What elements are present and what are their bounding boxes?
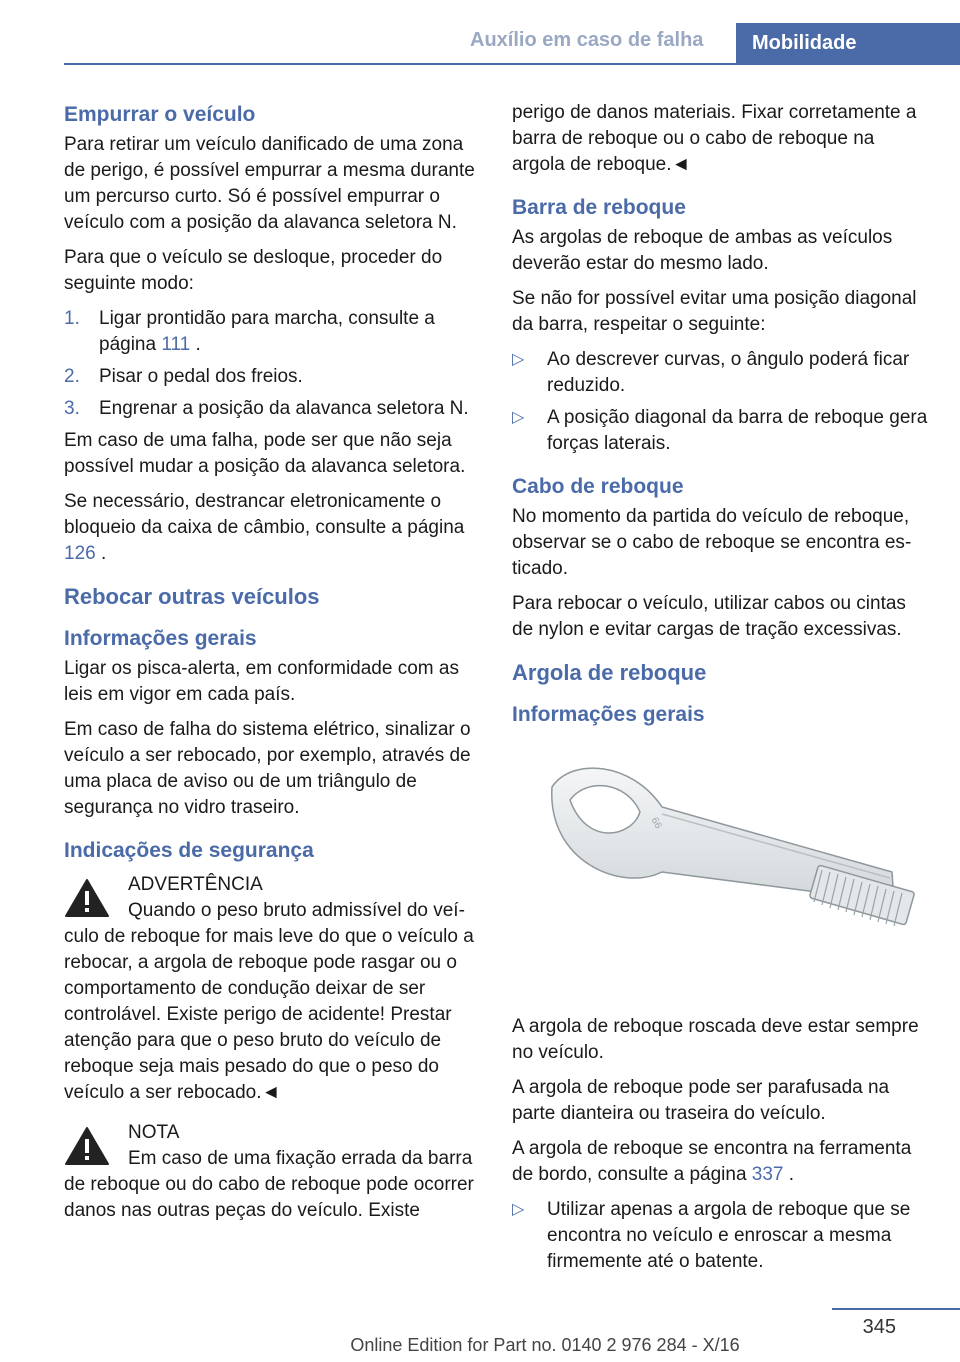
- paragraph-text: Se necessário, destrancar eletronicamente o bloqueio da caixa de câmbio, consulte a página: [64, 491, 465, 538]
- header-rule: [64, 63, 960, 65]
- warning-block: [64, 872, 480, 1106]
- heading-push-vehicle: Empurrar o veículo: [64, 103, 256, 126]
- step-number: 3.: [64, 398, 80, 419]
- step-text: Engrenar a posição da alavanca seletora N.: [99, 398, 469, 419]
- footer-rule: [832, 1308, 960, 1310]
- edition-text: Online Edition for Part no. 0140 2 976 284 - X/16: [350, 1335, 740, 1355]
- paragraph: A argola de reboque pode ser parafusada na parte dianteira ou traseira do veículo.: [512, 1077, 890, 1124]
- page-header: [64, 23, 960, 63]
- list-item: [64, 306, 480, 358]
- illustration-mark: 66: [648, 815, 664, 831]
- list-item: [64, 364, 480, 390]
- paragraph: [512, 1136, 928, 1188]
- eye-list: [512, 1197, 928, 1275]
- page-footer: [0, 1302, 960, 1362]
- note-block: [64, 1120, 480, 1224]
- warning-triangle-icon: [64, 1126, 110, 1166]
- bullet-triangle-icon: ▷: [512, 1201, 525, 1218]
- paragraph: [64, 489, 480, 567]
- paragraph: No momento da partida do veículo de reboque, observar se o cabo de reboque se encontra esticado.: [512, 506, 912, 579]
- paragraph-tail: .: [783, 1164, 795, 1185]
- paragraph: perigo de danos materiais. Fixar corretamente a barra de reboque ou o cabo de reboque na argola de reboque.◄: [512, 102, 917, 175]
- paragraph-text: A argola de reboque se encontra na ferramenta de bordo, consulte a página: [512, 1138, 912, 1185]
- paragraph: As argolas de reboque de ambas as veículos deverão estar do mesmo lado.: [512, 227, 893, 274]
- heading-tow-cable: Cabo de reboque: [512, 475, 684, 498]
- heading-safety-notes: Indicações de segurança: [64, 839, 314, 862]
- page-link[interactable]: 111: [161, 334, 191, 355]
- heading-tow-bar: Barra de reboque: [512, 196, 686, 219]
- list-item: [512, 405, 928, 457]
- paragraph: Para que o veículo se desloque, proceder do seguinte modo:: [64, 247, 443, 294]
- paragraph: A argola de reboque roscada deve estar sempre no veículo.: [512, 1016, 919, 1063]
- bullet-triangle-icon: ▷: [512, 409, 525, 426]
- paragraph: Em caso de falha do sistema elétrico, sinalizar o veículo a ser rebocado, por exemplo, através de uma placa de aviso ou de um triângulo de segurança no vidro traseiro.: [64, 719, 471, 818]
- steps-list: [64, 306, 480, 422]
- paragraph: Ligar os pisca-alerta, em conformidade com as leis em vigor em cada país.: [64, 658, 459, 705]
- list-item: [64, 396, 480, 422]
- step-number: 1.: [64, 308, 80, 329]
- paragraph: Para rebocar o veículo, utilizar cabos ou cintas de nylon e evitar cargas de tração excessivas.: [512, 593, 906, 640]
- step-text: Pisar o pedal dos freios.: [99, 366, 303, 387]
- page-link[interactable]: 126: [64, 543, 96, 564]
- header-chapter-tab: Mobilidade: [736, 23, 960, 63]
- note-text: Em caso de uma fixação errada da barra de reboque ou do cabo de reboque pode ocorrer danos nas outras peças do veículo. Existe: [64, 1148, 474, 1221]
- heading-tow-eye: Argola de reboque: [512, 660, 707, 685]
- page-link[interactable]: 337: [751, 1164, 784, 1185]
- paragraph: Se não for possível evitar uma posição diagonal da barra, respeitar o seguinte:: [512, 288, 917, 335]
- paragraph: Para retirar um veículo danificado de uma zona de perigo, é possível empurrar a mesma durante um percurso curto. Só é possível empurrar o veículo com a posição da alavanca seletora N.: [64, 134, 475, 233]
- list-text: Ao descrever curvas, o ângulo poderá ficar reduzido.: [547, 349, 910, 396]
- heading-general-info: Informações gerais: [64, 627, 257, 650]
- list-item: [512, 347, 928, 399]
- bullet-triangle-icon: ▷: [512, 351, 525, 368]
- list-text: A posição diagonal da barra de reboque gera forças laterais.: [547, 407, 928, 454]
- note-title: NOTA: [128, 1122, 180, 1143]
- header-section-title: Auxílio em caso de falha: [470, 29, 704, 51]
- step-tail: .: [190, 334, 201, 355]
- step-text: Ligar prontidão para marcha, consulte a página: [99, 308, 435, 355]
- paragraph: Em caso de uma falha, pode ser que não seja possível mudar a posição da alavanca seletora.: [64, 430, 466, 477]
- heading-general-info: Informações gerais: [512, 703, 705, 726]
- list-item: [512, 1197, 928, 1275]
- warning-text: Quando o peso bruto admissível do veículo de reboque for mais leve do que o veículo a rebocar, a argola de reboque pode rasgar ou o comportamento de condução deixar de ser controlável. Existe perigo de acidente! Prestar atenção para que o peso bruto do veículo de reboque seja mais pesado do que o peso do veículo a ser rebocado.◄: [64, 900, 474, 1103]
- tow-eye-illustration: [512, 752, 928, 992]
- right-column: [512, 100, 928, 1281]
- list-text: Utilizar apenas a argola de reboque que se encontra no veículo e enroscar a mesma firmemente até o batente.: [547, 1199, 911, 1272]
- paragraph-tail: .: [95, 543, 107, 564]
- warning-triangle-icon: [64, 878, 110, 918]
- page-number: 345: [862, 1316, 896, 1338]
- warning-title: ADVERTÊNCIA: [128, 874, 263, 895]
- step-number: 2.: [64, 366, 80, 387]
- left-column: [64, 100, 480, 1238]
- heading-tow-other-vehicles: Rebocar outras veículos: [64, 584, 320, 609]
- bar-list: [512, 347, 928, 457]
